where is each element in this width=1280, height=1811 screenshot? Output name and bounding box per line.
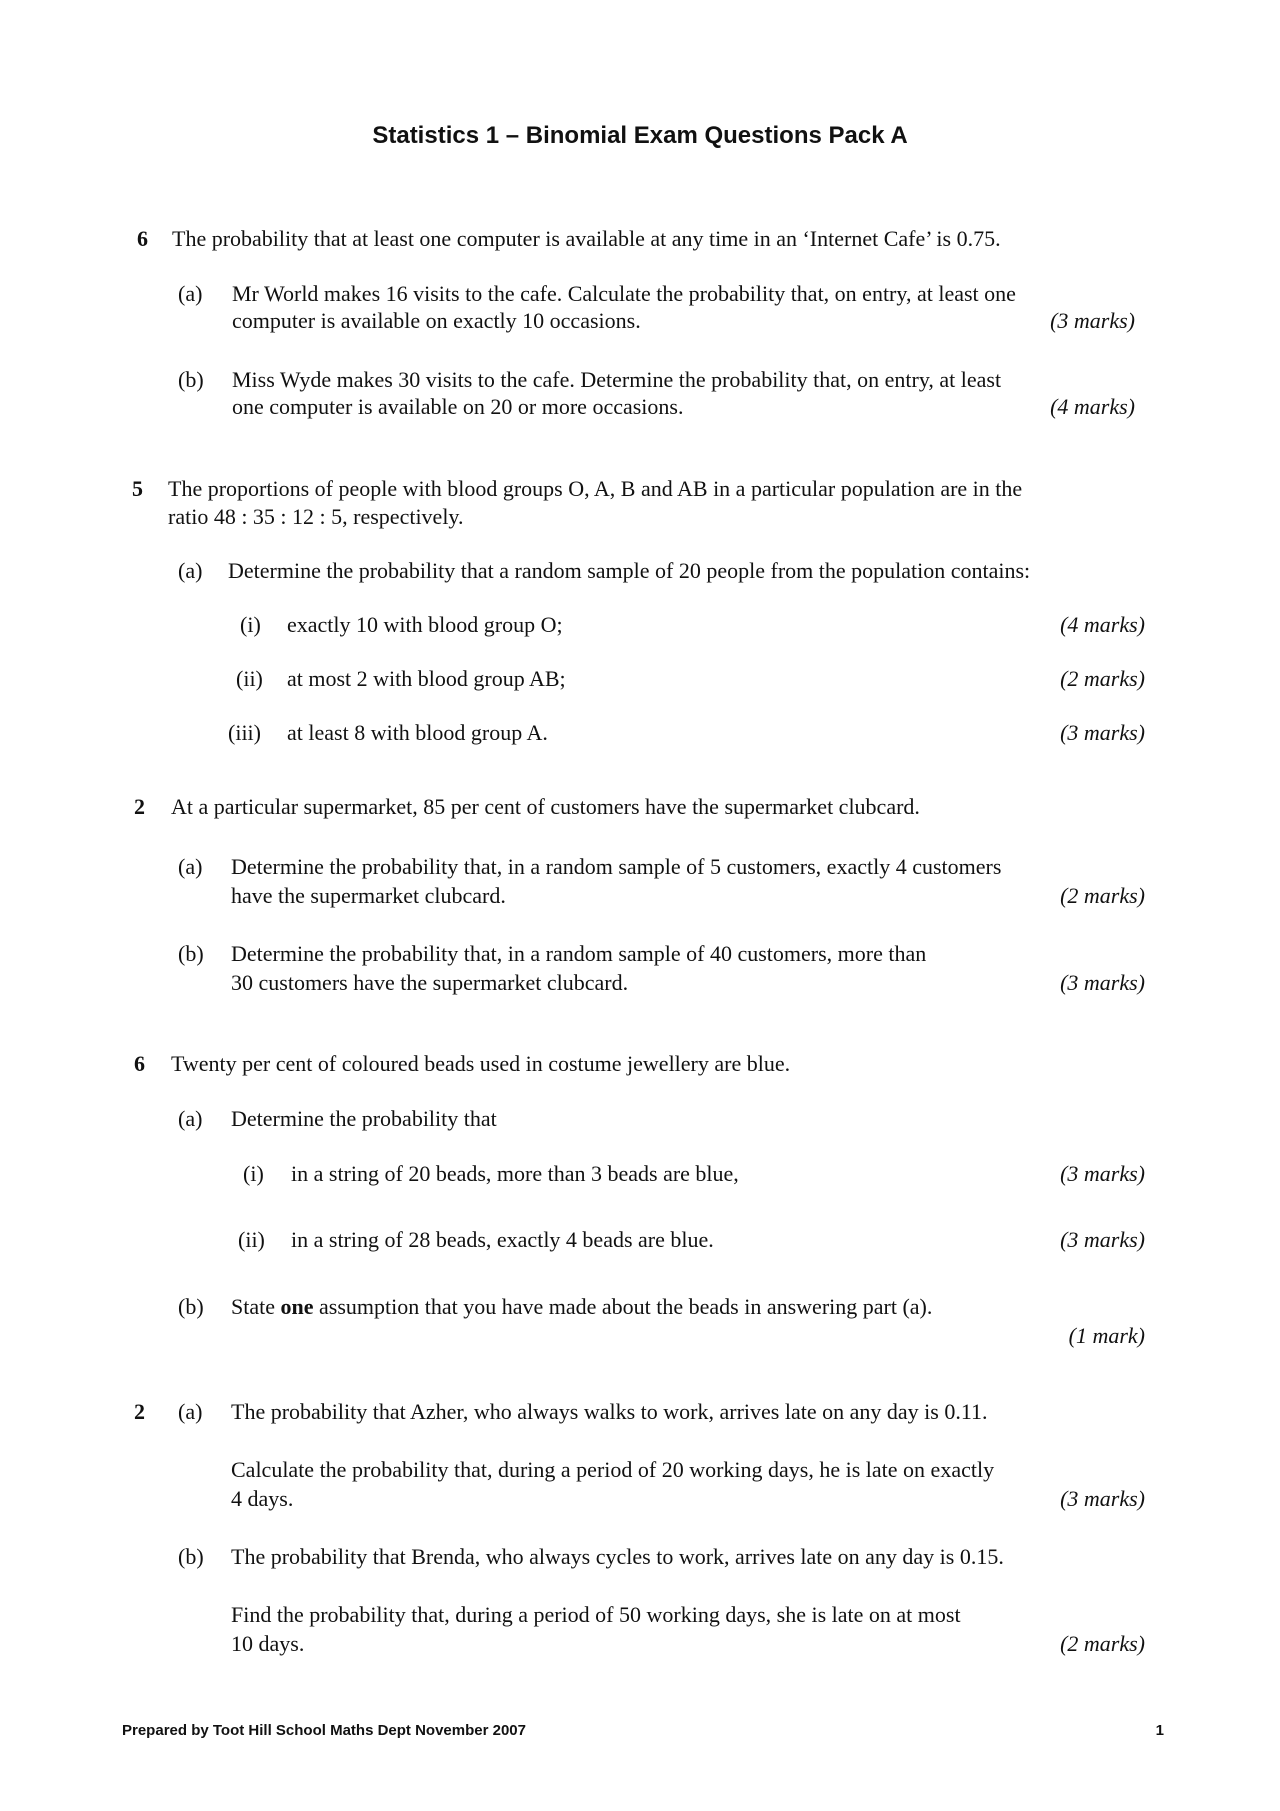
part-label: (a) xyxy=(178,1106,203,1131)
part-label: (a) xyxy=(178,558,203,583)
marks: (1 mark) xyxy=(1068,1323,1145,1348)
marks: (2 marks) xyxy=(1060,666,1145,691)
marks: (4 marks) xyxy=(1060,612,1145,637)
part-text: Calculate the probability that, during a period of 20 working days, he is late on exactly xyxy=(231,1457,995,1482)
question-stem: The proportions of people with blood groups O, A, B and AB in a particular population are in the xyxy=(168,476,1023,501)
marks: (3 marks) xyxy=(1060,970,1145,995)
part-text: The probability that Brenda, who always cycles to work, arrives late on any day is 0.15. xyxy=(231,1544,1004,1569)
part-text: 30 customers have the supermarket clubcard. xyxy=(231,970,629,995)
question-stem: ratio 48 : 35 : 12 : 5, respectively. xyxy=(168,504,464,529)
part-label: (b) xyxy=(178,1544,204,1569)
subpart-text: in a string of 28 beads, exactly 4 beads are blue. xyxy=(291,1227,714,1252)
part-text-segment: assumption that you have made about the beads in answering part (a). xyxy=(313,1294,933,1319)
part-text: Determine the probability that, in a random sample of 40 customers, more than xyxy=(231,941,927,966)
part-text: 10 days. xyxy=(231,1631,305,1656)
subpart-text: in a string of 20 beads, more than 3 beads are blue, xyxy=(291,1161,739,1186)
part-label: (b) xyxy=(178,1294,204,1319)
subpart-label: (ii) xyxy=(238,1227,265,1252)
marks: (3 marks) xyxy=(1060,1486,1145,1511)
marks: (3 marks) xyxy=(1060,720,1145,745)
subpart-text: at least 8 with blood group A. xyxy=(287,720,548,745)
part-text: Find the probability that, during a period of 50 working days, she is late on at most xyxy=(231,1602,961,1627)
part-text: computer is available on exactly 10 occasions. xyxy=(232,308,641,333)
part-text: one computer is available on 20 or more occasions. xyxy=(232,394,684,419)
part-label: (a) xyxy=(178,854,203,879)
part-text-segment: State xyxy=(231,1294,281,1319)
part-text: Miss Wyde makes 30 visits to the cafe. Determine the probability that, on entry, at least xyxy=(232,367,1002,392)
marks: (2 marks) xyxy=(1060,883,1145,908)
part-text: Mr World makes 16 visits to the cafe. Calculate the probability that, on entry, at least one xyxy=(232,281,1016,306)
question-stem: At a particular supermarket, 85 per cent of customers have the supermarket clubcard. xyxy=(171,794,920,819)
question-number: 6 xyxy=(134,1051,145,1076)
part-text xyxy=(231,1292,932,1321)
subpart-label: (ii) xyxy=(236,666,263,691)
part-text: Determine the probability that, in a random sample of 5 customers, exactly 4 customers xyxy=(231,854,1002,879)
question-number: 2 xyxy=(134,1399,145,1424)
question-stem: The probability that at least one computer is available at any time in an ‘Internet Cafe’ is 0.75. xyxy=(172,226,1001,251)
subpart-label: (iii) xyxy=(228,720,261,745)
part-text: The probability that Azher, who always walks to work, arrives late on any day is 0.11. xyxy=(231,1399,988,1424)
marks: (3 marks) xyxy=(1060,1161,1145,1186)
marks: (3 marks) xyxy=(1060,1227,1145,1252)
page-number: 1 xyxy=(1155,1722,1164,1739)
subpart-text: exactly 10 with blood group O; xyxy=(287,612,563,637)
part-text: have the supermarket clubcard. xyxy=(231,883,506,908)
part-text: Determine the probability that xyxy=(231,1106,497,1131)
part-label: (b) xyxy=(178,367,204,392)
part-text: Determine the probability that a random sample of 20 people from the population contains: xyxy=(228,558,1031,583)
subpart-text: at most 2 with blood group AB; xyxy=(287,666,566,691)
question-number: 2 xyxy=(134,794,145,819)
marks: (2 marks) xyxy=(1060,1631,1145,1656)
question-number: 5 xyxy=(132,476,143,501)
part-label: (a) xyxy=(178,281,203,306)
marks: (4 marks) xyxy=(1050,394,1135,419)
question-stem: Twenty per cent of coloured beads used in costume jewellery are blue. xyxy=(171,1051,791,1076)
marks: (3 marks) xyxy=(1050,308,1135,333)
emphasis-text: one xyxy=(280,1294,314,1319)
part-label: (b) xyxy=(178,941,204,966)
subpart-label: (i) xyxy=(243,1161,264,1186)
question-number: 6 xyxy=(137,226,148,251)
subpart-label: (i) xyxy=(240,612,261,637)
document-title: Statistics 1 – Binomial Exam Questions Pack A xyxy=(372,122,908,149)
part-label: (a) xyxy=(178,1399,203,1424)
part-text: 4 days. xyxy=(231,1486,294,1511)
footer-text: Prepared by Toot Hill School Maths Dept November 2007 xyxy=(122,1722,526,1739)
